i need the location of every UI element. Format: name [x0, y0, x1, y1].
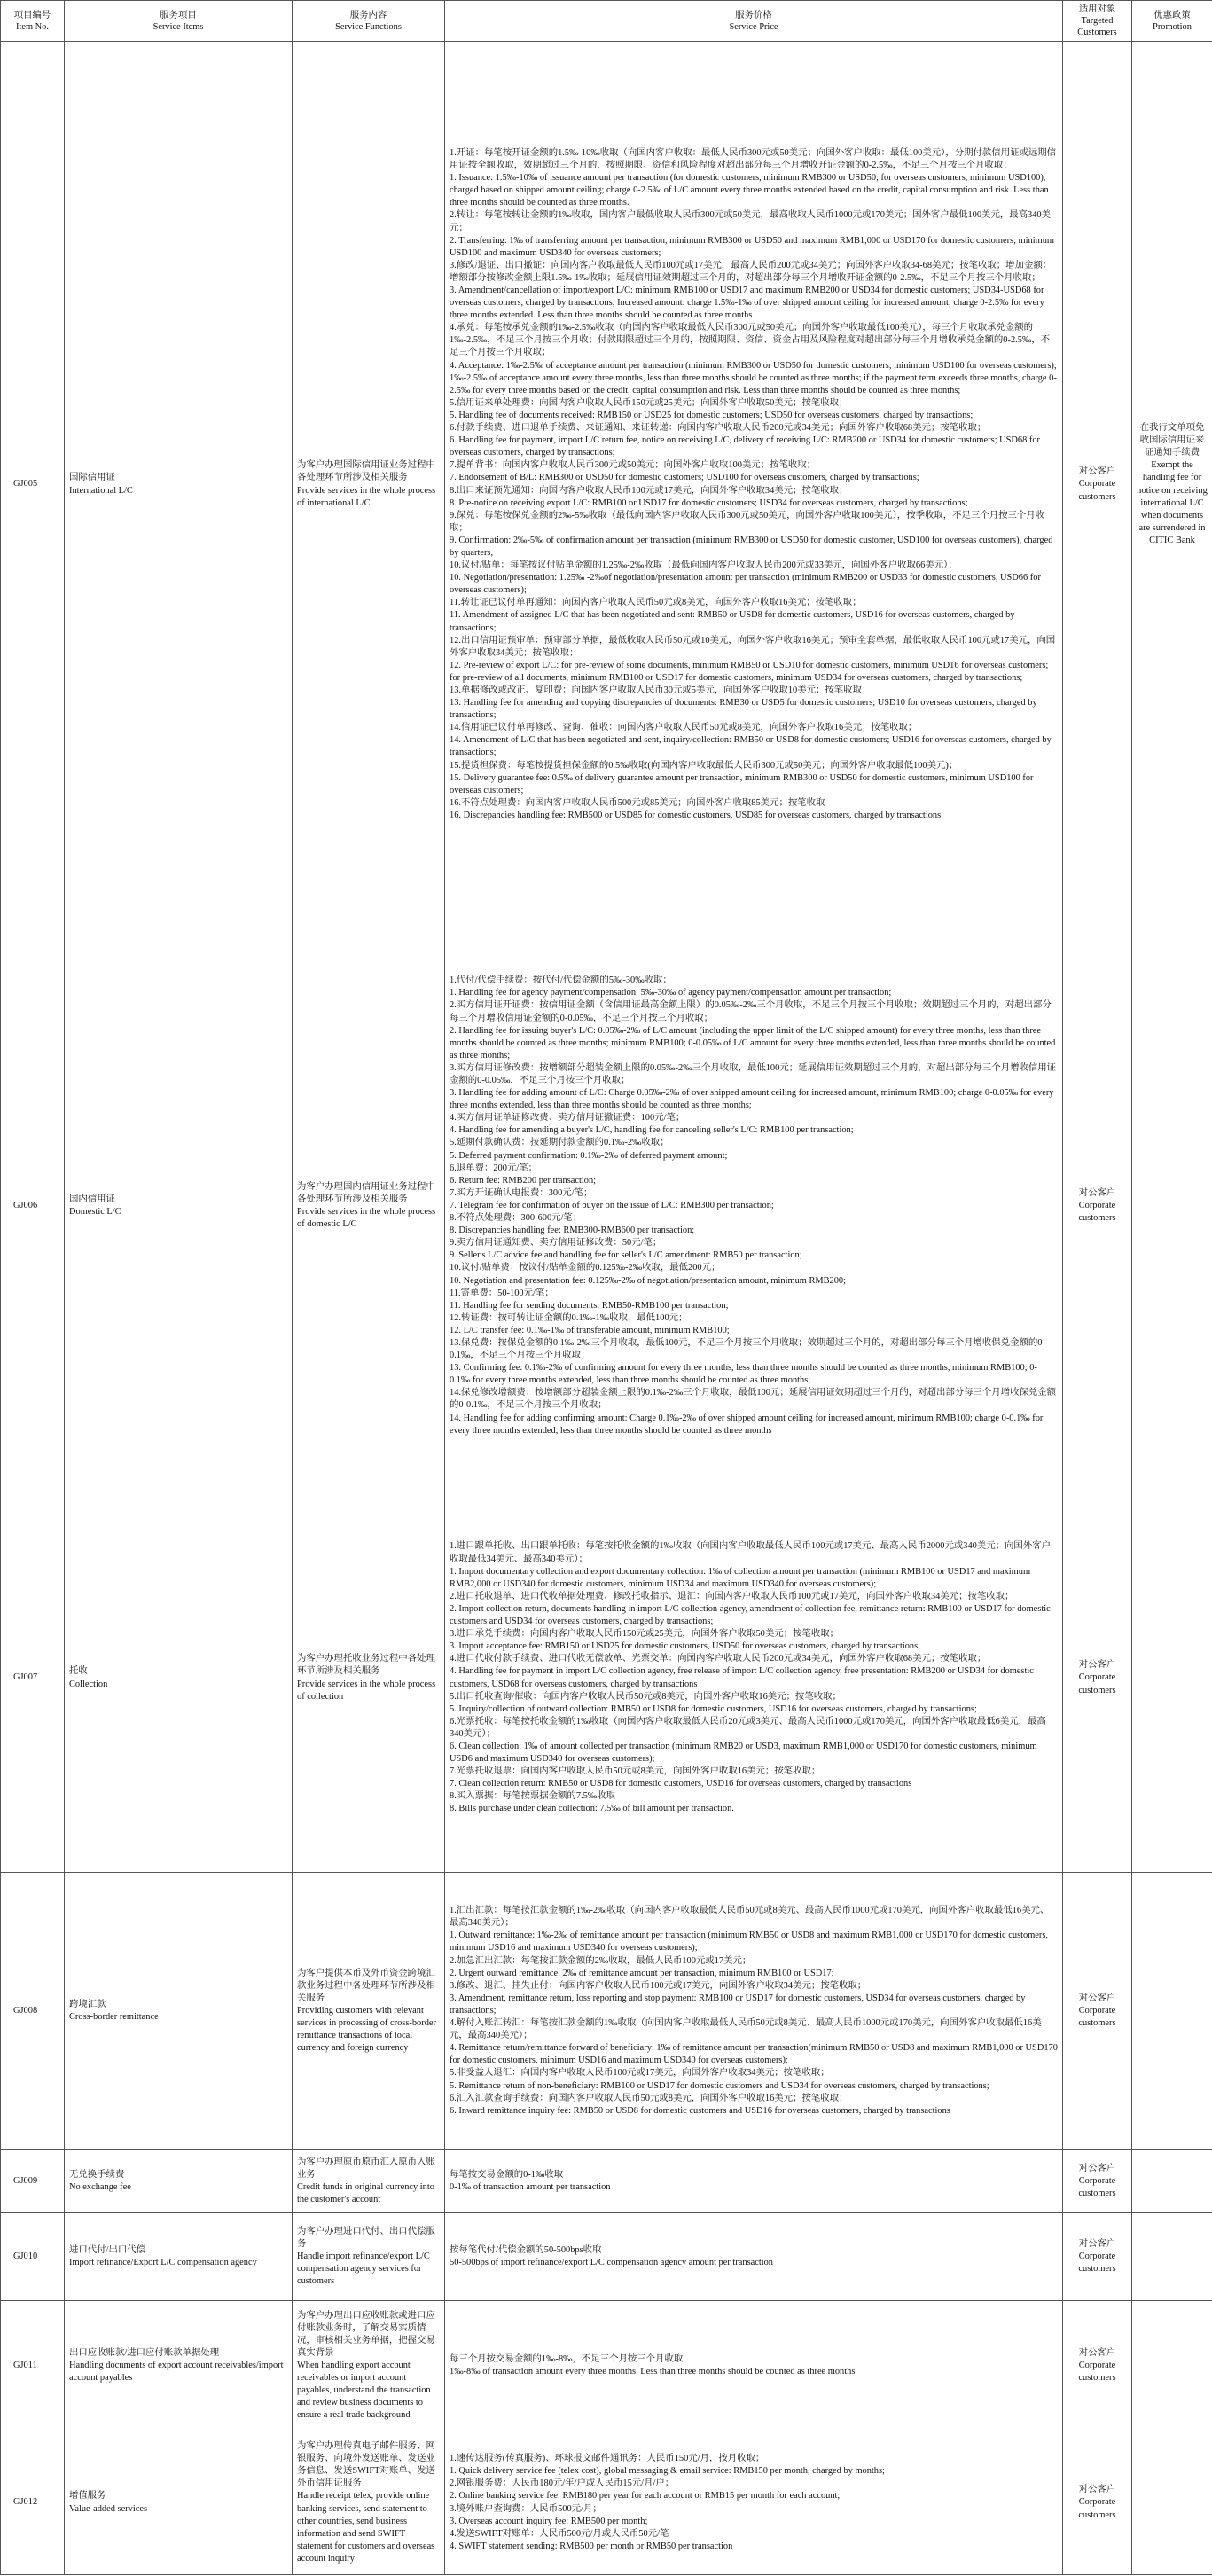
promotion-cell: [1132, 2213, 1212, 2301]
price-line: 3. Handling fee for adding amount of L/C: Charge 0.05‰-2‰ of over shipped amount ceiling for increased amount, minimum RMB100; charge 0-0.05‰ for every three months extended, less than three months should be counted as three months;: [450, 1088, 1054, 1111]
price-line: 7. Clean collection return: RMB50 or USD8 for domestic customers, USD16 for overseas customers, charged by transactions: [450, 1779, 912, 1789]
service-item-cell: [65, 42, 293, 928]
price-line: 2.转让：每笔按转让金额的1‰收取，国内客户最低收取人民币300元或50美元，最高收取人民币1000元或170美元；国外客户最低100美元，最高340美元；: [450, 210, 1051, 233]
promotion-cell: [1132, 2150, 1212, 2213]
price-line: 2.加急汇出汇款：每笔按汇款金额的2‰收取，最低人民币100元或17美元；: [450, 1955, 752, 1966]
item-no-cell: GJ007: [1, 1484, 65, 1873]
cell-line: Corporate: [1078, 2005, 1116, 2016]
price-line: 11.寄单费：50-100元/笔；: [450, 1288, 554, 1298]
item-no-cell: GJ009: [1, 2150, 65, 2213]
price-line: 14. Amendment of L/C that has been negotiated and sent, inquiry/collection: RMB50 or USD8 for domestic customers; USD16 for overseas customers, charged by transactions;: [450, 735, 1052, 758]
item-no-cell: GJ005: [1, 42, 65, 928]
cell-line: 无兑换手续费: [69, 2169, 125, 2180]
price-line: 5.延期付款确认费：按延期付款金额的0.1‰-2‰收取；: [450, 1138, 669, 1148]
cell-line: Domestic L/C: [69, 1207, 121, 1217]
price-line: 1.汇出汇款：每笔按汇款金额的1‰-2‰收取（向国内客户收取最低人民币50元或8美元、最高人民币1000元或170美元，向国外客户收取最低16美元、最高340美元）；: [450, 1906, 1050, 1929]
price-line: 每三个月按交易金额的1‰-8‰，不足三个月按三个月收取: [450, 2353, 684, 2364]
price-line: 2. Import collection return, documents handling in import L/C collection agency, amendment of collection fee, remittance return: RMB100 or USD17 for domestic customers and USD34 for overseas customers, charged by transactions;: [450, 1603, 1051, 1627]
price-line: 11. Handling fee for sending documents: RMB50-RMB100 per transaction;: [450, 1300, 729, 1311]
service-function-cell: [293, 42, 445, 928]
item-no-cell: GJ008: [1, 1873, 65, 2150]
item-no-cell: GJ011: [1, 2301, 65, 2431]
targeted-customers-cell: [1063, 2431, 1132, 2575]
price-line: 1. Outward remittance: 1‰-2‰ of remittance amount per transaction (minimum RMB50 or USD8 and maximum RMB1,000 or USD170 for domestic customers, minimum USD16 and maximum USD340 for overseas customers);: [450, 1930, 1048, 1954]
cell-line: Credit funds in original currency into the customer's account: [297, 2182, 434, 2205]
cell-line: 增值服务: [69, 2491, 106, 2502]
price-line: 8.出口来证预先通知：向国内客户收取人民币100元或17美元，向国外客户收取34美元；按笔收取；: [450, 485, 848, 496]
promotion-cell: [1132, 42, 1212, 928]
cell-line: 对公客户: [1078, 2163, 1116, 2173]
price-line: 5. Inquiry/collection of outward collection: RMB50 or USD8 for domestic customers, USD16 for overseas customers, charged by transactions;: [450, 1703, 977, 1714]
price-line: 4.承兑：每笔按承兑金额的1‰-2.5‰收取（向国内客户收取最低人民币300元或50美元；向国外客户收取最低100美元），每三个月收取承兑金额的1‰-2.5‰，不足三个月按三个月收；付款期限超过三个月的，按照期限、资信、资金占用及风险程度对超出部分每三个月增收承兑金额的0-2.5‰，不足三个月按三个月收取；: [450, 323, 1051, 358]
service-item-cell: [65, 2213, 293, 2301]
header-promotion: 优惠政策 Promotion: [1132, 1, 1212, 42]
promotion-cell: [1132, 1873, 1212, 2150]
price-line: 2.进口托收退单、进口代收单据处理费、修改托收指示、退汇：向国内客户收取人民币100元或17美元，向国外客户收取34美元；按笔收取；: [450, 1591, 1014, 1601]
price-line: 12.转证费：按可转让证金额的0.1‰-1‰收取，最低100元；: [450, 1312, 688, 1323]
price-line: 15. Delivery guarantee fee: 0.5‰ of delivery guarantee amount per transaction, minimum RMB300 or USD50 for domestic customers, minimum USD100 for overseas customers;: [450, 772, 1034, 795]
price-line: 10. Negotiation/presentation: 1.25‰ -2‰of negotiation/presentation amount per transaction (minimum RMB200 or USD33 for domestic customers, USD66 for overseas customers);: [450, 573, 1041, 596]
table-row: [1, 2213, 1212, 2301]
cell-line: 进口代付/出口代偿: [69, 2244, 146, 2255]
service-item-cell: [65, 928, 293, 1484]
price-line: 8. Discrepancies handling fee: RMB300-RMB600 per transaction;: [450, 1225, 695, 1236]
price-line: 3. Amendment/cancellation of import/export L/C: minimum RMB100 or USD17 and maximum RMB200 or USD34 for domestic customers; USD34-USD68 for overseas customers, charged by transactions; Increased amount: charge 1.5‰-1‰ of over shipped amount ceiling for increased amount; charge 0-2.5‰ for every three months extended. Less than three months should be counted as three months: [450, 286, 1044, 321]
cell-line: 出口应收账款/进口应付账款单据处理: [69, 2347, 220, 2358]
targeted-customers-cell: [1063, 2213, 1132, 2301]
price-line: 16. Discrepancies handling fee: RMB500 or USD85 for domestic customers, USD85 for overseas customers, charged by transactions: [450, 810, 942, 820]
price-line: 6. Clean collection: 1‰ of amount collected per transaction (minimum RMB20 or USD3, maximum RMB1,000 or USD170 for domestic customers, minimum USD6 and maximum USD340 for overseas customers);: [450, 1741, 1037, 1765]
cell-line: 为客户提供本币及外币资金跨境汇款业务过程中各处理环节所涉及相关服务: [297, 1968, 435, 2003]
price-line: 13.单据修改或改正、复印费：向国内客户收取人民币30元或5美元，向国外客户收取10美元；按笔收取；: [450, 685, 872, 695]
cell-line: 托收: [69, 1666, 88, 1677]
price-line: 4.买方信用证单证修改费、卖方信用证撤证费：100元/笔；: [450, 1113, 685, 1124]
cell-line: customers: [1078, 2509, 1116, 2520]
price-line: 3.修改、退汇、挂失止付：向国内客户收取人民币100元或17美元，向国外客户收取34美元；按笔收取；: [450, 1980, 867, 1991]
price-line: 11.转让证已议付单再通知：向国内客户收取人民币50元或8美元，向国外客户收取16美元；按笔收取；: [450, 598, 862, 608]
price-line: 每笔按交易金额的0-1‰收取: [450, 2169, 564, 2180]
cell-line: Providing customers with relevant services in processing of cross-border remittance transactions of local currency and foreign currency: [297, 2005, 436, 2054]
service-function-cell: [293, 2150, 445, 2213]
price-line: 16.不符点处理费：向国内客户收取人民币500元或85美元；向国外客户收取85美元；按笔收取: [450, 797, 825, 808]
cell-line: Corporate: [1078, 2497, 1116, 2508]
service-item-cell: [65, 2301, 293, 2431]
service-price-cell: [445, 928, 1063, 1484]
cell-line: Provide services in the whole process of international L/C: [297, 485, 436, 508]
price-line: 10.议付/贴单：每笔按议付贴单金额的1.25‰-2‰收取（最低向国内客户收取人民币200元或33美元，向国外客户收取66美元）；: [450, 560, 958, 571]
cell-line: 为客户办理国内信用证业务过程中各处理环节所涉及相关服务: [297, 1181, 435, 1204]
price-line: 4.发送SWIFT对账单：人民币500元/月或人民币50元/笔: [450, 2528, 669, 2539]
cell-line: 跨境汇款: [69, 1999, 106, 2009]
service-function-cell: [293, 2213, 445, 2301]
table-row: [1, 2431, 1212, 2575]
price-line: 6.汇入汇款查询手续费：向国内客户收取人民币50元或8美元，向国外客户收取16美元；按笔收取；: [450, 2093, 848, 2103]
cell-line: customers: [1078, 2018, 1116, 2029]
price-line: 1.代付/代偿手续费：按代付/代偿金额的5‰-30‰收取；: [450, 975, 672, 986]
table-row: [1, 1484, 1212, 1873]
cell-line: 为客户办理传真电子邮件服务、网银服务、向境外发送账单、发送业务信息、发送SWIFT对账单、发送外币信用证服务: [297, 2441, 435, 2489]
price-line: 6. Handling fee for payment, import L/C return fee, notice on receiving L/C, delivery of receiving L/C: RMB200 or USD34 for domestic customers; USD68 for overseas customers, charged by transactions;: [450, 435, 1041, 458]
cell-line: Provide services in the whole process of domestic L/C: [297, 1207, 436, 1230]
service-item-cell: [65, 1873, 293, 2150]
price-line: 5.信用证来单处理费：向国内客户收取人民币150元或25美元；向国外客户收取50美元；按笔收取；: [450, 397, 848, 408]
price-line: 1.开证：每笔按开证金额的1.5‰-10‰收取（向国内客户收取：最低人民币300元或50美元；向国外客户收取：最低100美元），分期付款信用证或远期信用证按全额收取，效期超过三个月的，按照期限、资信和风险程度对超出部分每三个月增收开证金额的0-2.5‰，不足三个月按三个月收取；: [450, 147, 1057, 171]
cell-line: Cross-border remittance: [69, 2012, 159, 2022]
cell-line: 对公客户: [1078, 1993, 1116, 2003]
service-price-cell: [445, 1484, 1063, 1873]
service-item-cell: [65, 2431, 293, 2575]
service-price-cell: [445, 1873, 1063, 2150]
cell-line: Exempt the handling fee for notice on receiving international L/C when documents are surrendered in CITIC Bank: [1137, 460, 1208, 545]
price-line: 9. Confirmation: 2‰-5‰ of confirmation amount per transaction (minimum RMB300 or USD50 for domestic customer, USD100 for overseas customers), charged by quarters,: [450, 535, 1053, 558]
service-function-cell: [293, 928, 445, 1484]
price-line: 6.光票托收：每笔按托收金额的1‰收取（向国内客户收取最低人民币20元或3美元、最高人民币1000元或170美元，向国外客户收取最低6美元，最高340美元）；: [450, 1716, 1046, 1739]
cell-line: 为客户办理进口代付、出口代偿服务: [297, 2226, 435, 2249]
cell-line: When handling export account receivables or import account payables, understand the transaction and review business documents to ensure a real trade background: [297, 2360, 431, 2421]
price-line: 8.不符点处理费：300-600元/笔；: [450, 1213, 583, 1224]
cell-line: customers: [1078, 2373, 1116, 2384]
price-line: 4. Acceptance: 1‰-2.5‰ of acceptance amount per transaction (minimum RMB300 or USD50 for domestic customers; minimum USD100 for overseas customers); 1‰-2.5‰ of acceptance amount every three months, less than three months should be counted as three months; if the payment term exceeds three months, charge 0-2.5‰ for every three months based on the credit, capital consumption and risk. Less than three months should be counted as three months;: [450, 360, 1057, 395]
price-line: 4. Handling fee for payment in import L/C collection agency, free release of import L/C collection agency, free presentation: RMB200 or USD34 for domestic customers, USD68 for overseas customers, charged by transactions: [450, 1666, 1034, 1689]
price-line: 11. Amendment of assigned L/C that has been negotiated and sent: RMB50 or USD8 for domestic customers, USD16 for overseas customers, charged by transactions;: [450, 610, 1015, 633]
price-line: 14. Handling fee for adding confirming amount: Charge 0.1‰-2‰ of over shipped amount ceiling for increased amount, minimum RMB100; charge 0-0.1‰ for every three months extended, less than three months should be counted as three months: [450, 1413, 1044, 1436]
price-line: 1. Issuance: 1.5‰-10‰ of issuance amount per transaction (for domestic customers, minimum RMB300 or USD50; for overseas customers, minimum USD100), charged based on shipped amount ceiling; charge 0-2.5‰ of L/C amount every three months extended based on the credit, capital consumption and risk. Less than three months should be counted as three months.: [450, 173, 1049, 208]
cell-line: 为客户办理原币原币汇入原币入账业务: [297, 2157, 435, 2180]
targeted-customers-cell: [1063, 2150, 1132, 2213]
price-line: 13.保兑费：按保兑金额的0.1‰-2‰三个月收取，最低100元，不足三个月按三个月收取；效期超过三个月的，对超出部分每三个月增收保兑金额的0-0.1‰，不足三个月按三个月收取；: [450, 1337, 1045, 1361]
targeted-customers-cell: [1063, 1484, 1132, 1873]
header-item-no: 项目编号 Item No.: [1, 1, 65, 42]
price-line: 3. Import acceptance fee: RMB150 or USD25 for domestic customers, USD50 for overseas customers, charged by transactions;: [450, 1641, 921, 1652]
cell-line: No exchange fee: [69, 2182, 131, 2192]
cell-line: 对公客户: [1078, 1660, 1116, 1671]
service-function-cell: [293, 1873, 445, 2150]
price-line: 9. Seller's L/C advice fee and handling fee for seller's L/C amendment: RMB50 per transaction;: [450, 1250, 802, 1261]
price-line: 0-1‰ of transaction amount per transaction: [450, 2182, 611, 2192]
price-line: 3. Amendment, remittance return, loss reporting and stop payment: RMB100 or USD17 for domestic customers, USD34 for overseas customers, charged by transactions;: [450, 1993, 1026, 2016]
price-line: 5. Deferred payment confirmation: 0.1‰-2‰ of deferred payment amount;: [450, 1150, 728, 1161]
price-line: 7.买方开证确认电报费：300元/笔；: [450, 1187, 593, 1198]
price-line: 1. Quick delivery service fee (telex cost), global messaging & email service: RMB150 per month, charged by months;: [450, 2466, 885, 2477]
targeted-customers-cell: [1063, 928, 1132, 1484]
cell-line: customers: [1078, 1685, 1116, 1695]
price-line: 2.买方信用证开证费：按信用证金额（含信用证最高金额上限）的0.05‰-2‰三个月收取，不足三个月按三个月收取；效期超过三个月的，对超出部分每三个月增收信用证金额的0-0.05‰，不足三个月按三个月收取；: [450, 1000, 1052, 1023]
price-line: 14.信用证已议付单再修改、查询、催收：向国内客户收取人民币50元或8美元，向国外客户收取16美元；按笔收取；: [450, 723, 918, 733]
table-row: [1, 2150, 1212, 2213]
targeted-customers-cell: [1063, 42, 1132, 928]
service-function-cell: [293, 2301, 445, 2431]
price-line: 8.买入票据：每笔按票据金额的7.5‰收取: [450, 1791, 616, 1802]
price-line: 7. Endorsement of B/L: RMB300 or USD50 for domestic customers; USD100 for overseas customers, charged by transactions;: [450, 473, 919, 483]
cell-line: 为客户办理国际信用证业务过程中各处理环节所涉及相关服务: [297, 460, 435, 483]
price-line: 13. Confirming fee: 0.1‰-2‰ of confirming amount for every three months, less than three months should be counted as three months, minimum RMB100; 0-0.1‰ for every three months extended, less than three months should be counted as three months;: [450, 1363, 1037, 1386]
service-price-cell: [445, 42, 1063, 928]
price-line: 4.解付入账汇转汇：每笔按汇款金额的1‰收取（向国内客户收取最低人民币50元或8美元、最高人民币1000元或170美元，向国外客户收取最低16美元，最高340美元）；: [450, 2018, 1042, 2041]
cell-line: International L/C: [69, 485, 133, 496]
service-price-cell: [445, 2301, 1063, 2431]
price-line: 2.网银服务费：人民币180元/年/户或人民币15元/月/户；: [450, 2478, 675, 2489]
promotion-cell: [1132, 928, 1212, 1484]
header-row: [1, 1, 1212, 42]
cell-line: Collection: [69, 1679, 108, 1689]
price-line: 2. Transferring: 1‰ of transferring amount per transaction, minimum RMB300 or USD50 and maximum RMB1,000 or USD170 for domestic customers; minimum USD100 and maximum USD340 for overseas customers;: [450, 235, 1054, 258]
promotion-cell: [1132, 1484, 1212, 1873]
service-price-cell: [445, 2431, 1063, 2575]
price-line: 7.提单背书：向国内客户收取人民币300元或50美元；向国外客户收取100美元；按笔收取；: [450, 460, 817, 471]
price-line: 1. Import documentary collection and export documentary collection: 1‰ of collection amount per transaction (minimum RMB100 or USD17 and maximum RMB2,000 or USD340 for domestic customers, minimum USD34 and maximum USD340 for overseas customers);: [450, 1566, 1031, 1589]
cell-line: Corporate: [1078, 479, 1116, 489]
targeted-customers-cell: [1063, 2301, 1132, 2431]
cell-line: Handle receipt telex, provide online banking services, send statement to other countries, send business information and send SWIFT statement for customers and overseas account inquiry: [297, 2491, 435, 2564]
cell-line: 国际信用证: [69, 473, 115, 483]
price-line: 4. Remittance return/remittance forward of beneficiary: 1‰ of remittance amount per transaction(minimum RMB50 or USD8 and maximum RMB1,000 or USD170 for domestic customers, minimum USD16 and maximum USD340 for overseas customers);: [450, 2043, 1058, 2066]
cell-line: 为客户办理出口应收账款或进口应付账款业务时，了解交易实质情况，审核相关业务单据，把握交易真实背景: [297, 2310, 435, 2358]
price-line: 3. Overseas account inquiry fee: RMB500 per month;: [450, 2516, 648, 2526]
price-line: 8. Pre-notice on receiving export L/C: RMB100 or USD17 for domestic customers; USD34 for overseas customers, charged by transactions;: [450, 497, 968, 508]
price-line: 7. Telegram fee for confirmation of buyer on the issue of L/C: RMB300 per transaction;: [450, 1200, 774, 1210]
price-line: 5. Handling fee of documents received: RMB150 or USD25 for domestic customers; USD50 for overseas customers, charged by transactions;: [450, 410, 974, 420]
price-line: 10. Negotiation and presentation fee: 0.125‰-2‰ of negotiation/presentation amount, minimum RMB200;: [450, 1275, 847, 1286]
item-no-cell: GJ012: [1, 2431, 65, 2575]
price-line: 1. Handling fee for agency payment/compensation: 5‰-30‰ of agency payment/compensation amount per transaction;: [450, 988, 892, 998]
targeted-customers-cell: [1063, 1873, 1132, 2150]
price-line: 5.出口托收查询/催收：向国内客户收取人民币50元或8美元，向国外客户收取16美元；按笔收取；: [450, 1691, 841, 1702]
price-line: 15.提货担保费：每笔按提货担保金额的0.5‰收取(向国内客户收取最低人民币300元或50美元；向国外客户收取最低100美元)；: [450, 760, 958, 771]
cell-line: Corporate: [1078, 2175, 1116, 2186]
price-line: 1.进口跟单托收、出口跟单托收：每笔按托收金额的1‰收取（向国内客户收取最低人民币100元或17美元、最高人民币2000元或340美元；向国外客户收取最低34美元、最高340美元）；: [450, 1541, 1051, 1564]
price-line: 9.保兑：每笔按保兑金额的2‰-5‰收取（最低向国内客户收取人民币300元或50美元，向国外客户收取100美元），按季收取，不足三个月按三个月收取；: [450, 510, 1045, 533]
table-row: [1, 2301, 1212, 2431]
cell-line: Handle import refinance/export L/C compensation agency services for customers: [297, 2251, 430, 2287]
price-line: 3.境外账户查询费：人民币500元/月；: [450, 2503, 602, 2514]
service-function-cell: [293, 1484, 445, 1873]
cell-line: customers: [1078, 491, 1116, 502]
price-line: 7.光票托收退票：向国内客户收取人民币50元或8美元，向国外客户收取16美元；按笔收取；: [450, 1766, 821, 1777]
cell-line: 为客户办理托收业务过程中各处理环节所涉及相关服务: [297, 1654, 435, 1677]
item-no-cell: GJ010: [1, 2213, 65, 2301]
price-line: 6. Return fee: RMB200 per transaction;: [450, 1175, 597, 1186]
promotion-cell: [1132, 2301, 1212, 2431]
price-line: 2. Online banking service fee: RMB180 per year for each account or RMB15 per month for each account;: [450, 2491, 841, 2502]
price-line: 12. L/C transfer fee: 0.1‰-1‰ of transferable amount, minimum RMB100;: [450, 1325, 730, 1335]
cell-line: Corporate: [1078, 2360, 1116, 2370]
price-line: 4. Handling fee for amending a buyer's L/C, handling fee for canceling seller's L/C: RMB100 per transaction;: [450, 1125, 854, 1136]
price-line: 12. Pre-review of export L/C: for pre-review of some documents, minimum RMB50 or USD10 for domestic customers, minimum USD16 for overseas customers; for pre-review of all documents, minimum RMB100 or USD17 for domestic customers, minimum USD34 for overseas customers, charged by transactions;: [450, 660, 1049, 683]
price-line: 2. Handling fee for issuing buyer's L/C: 0.05‰-2‰ of L/C amount (including the upper limit of the L/C shipped amount) for every three months, less than three months should be counted as three months; minimum RMB100; 0-0.05‰ of L/C amount for every three months extended, less than three months should be counted as three months;: [450, 1025, 1056, 1061]
header-service-functions: 服务内容 Service Functions: [293, 1, 445, 42]
price-line: 12.出口信用证预审单：预审部分单据，最低收取人民币50元或10美元，向国外客户收取16美元；预审全套单据，最低收取人民币100元或17美元，向国外客户收取34美元；按笔收取；: [450, 635, 1056, 658]
service-function-cell: [293, 2431, 445, 2575]
header-targeted-customers: 适用对象 Targeted Customers: [1063, 1, 1132, 42]
price-line: 2. Urgent outward remittance: 2‰ of remittance amount per transaction, minimum RMB100 or USD17;: [450, 1968, 834, 1978]
price-line: 按每笔代付/代偿金额的50-500bps收取: [450, 2244, 602, 2255]
service-price-cell: [445, 2150, 1063, 2213]
price-line: 3.买方信用证修改费：按增额部分超装金额上限的0.05‰-2‰三个月收取，最低100元；延展信用证效期超过三个月的，对超出部分每三个月增收信用证金额的0-0.05‰，不足三个月按三个月收取；: [450, 1062, 1057, 1086]
price-line: 3.修改/退证、出口撤证：向国内客户收取最低人民币100元或17美元，最高人民币200元或34美元；向国外客户收取34-68美元；按笔收取；增加金额：增额部分按修改金额上限1.5‰-1‰收取；延展信用证效期超过三个月的，对超出部分每三个月增收开证金额的0-2.5‰，不足三个月按三个月收取；: [450, 260, 1052, 283]
service-item-cell: [65, 2150, 293, 2213]
price-line: 10.议付/贴单费：按议付/贴单金额的0.125‰-2‰收取，最低200元；: [450, 1263, 721, 1273]
header-service-price: 服务价格 Service Price: [445, 1, 1063, 42]
price-line: 8. Bills purchase under clean collection: 7.5‰ of bill amount per transaction.: [450, 1804, 734, 1814]
cell-line: Corporate: [1078, 1200, 1116, 1210]
price-line: 6.付款手续费、进口退单手续费、来证通知、来证转递：向国内客户收取人民币200元或34美元；向国外客户收取68美元；按笔收取；: [450, 423, 987, 434]
cell-line: Corporate: [1078, 2251, 1116, 2261]
table-row: [1, 928, 1212, 1484]
cell-line: 对公客户: [1078, 1187, 1116, 1198]
service-price-cell: [445, 2213, 1063, 2301]
cell-line: customers: [1078, 2264, 1116, 2275]
price-line: 13. Handling fee for amending and copying discrepancies of documents: RMB30 or USD5 for domestic customers; USD10 for overseas customers, charged by transactions;: [450, 698, 1037, 721]
price-line: 9.卖方信用证通知费、卖方信用证修改费：50元/笔；: [450, 1238, 662, 1249]
item-no-cell: GJ006: [1, 928, 65, 1484]
cell-line: Value-added services: [69, 2503, 147, 2514]
cell-line: 对公客户: [1078, 2347, 1116, 2358]
table-row: [1, 1873, 1212, 2150]
cell-line: Handling documents of export account receivables/import account payables: [69, 2360, 284, 2384]
price-line: 14.保兑修改增额费：按增额部分超装金额上限的0.1‰-2‰三个月收取，最低100元；延展信用证效期超过三个月的，对超出部分每三个月增收保兑金额的0-0.1‰，不足三个月按三个月收取；: [450, 1388, 1057, 1411]
price-line: 6.退单费：200元/笔；: [450, 1163, 537, 1173]
cell-line: 国内信用证: [69, 1194, 115, 1204]
price-line: 5.非受益人退汇：向国内客户收取人民币100元或17美元，向国外客户收取34美元；按笔收取；: [450, 2068, 830, 2079]
cell-line: Provide services in the whole process of collection: [297, 1679, 436, 1702]
promotion-cell: [1132, 2431, 1212, 2575]
price-line: 1.速传达服务(传真服务)、环球报文邮件通讯务：人民币150元/月，按月收取；: [450, 2454, 765, 2464]
cell-line: 对公客户: [1078, 2485, 1116, 2495]
cell-line: customers: [1078, 2188, 1116, 2199]
cell-line: 在我行文单项免收国际信用证来证通知手续费: [1139, 423, 1205, 458]
cell-line: 对公客户: [1078, 2238, 1116, 2249]
cell-line: 对公客户: [1078, 466, 1116, 477]
cell-line: customers: [1078, 1213, 1116, 1224]
price-line: 3.进口承兑手续费：向国内客户收取人民币150元或25美元，向国外客户收取50美元；按笔收取；: [450, 1629, 839, 1640]
cell-line: Corporate: [1078, 1672, 1116, 1683]
price-line: 1‰-8‰ of transaction amount every three months. Less than three months should be counted as three months: [450, 2367, 856, 2376]
price-line: 50-500bps of import refinance/export L/C compensation agency amount per transaction: [450, 2258, 774, 2267]
price-line: 5. Remittance return of non-beneficiary: RMB100 or USD17 for domestic customers and USD34 for overseas customers, charged by transactions;: [450, 2080, 989, 2091]
price-line: 4. SWIFT statement sending: RMB500 per month or RMB50 per transaction: [450, 2541, 733, 2551]
service-item-cell: [65, 1484, 293, 1873]
cell-line: Import refinance/Export L/C compensation agency: [69, 2258, 257, 2267]
price-line: 4.进口代收付款手续费、进口代收无偿放单、光票交单：向国内客户收取人民币200元或34美元，向国外客户收取68美元；按笔收取；: [450, 1654, 987, 1664]
price-line: 6. Inward remittance inquiry fee: RMB50 or USD8 for domestic customers and USD16 for overseas customers, charged by transactions: [450, 2105, 950, 2116]
header-service-items: 服务项目 Service Items: [65, 1, 293, 42]
table-row: [1, 42, 1212, 928]
